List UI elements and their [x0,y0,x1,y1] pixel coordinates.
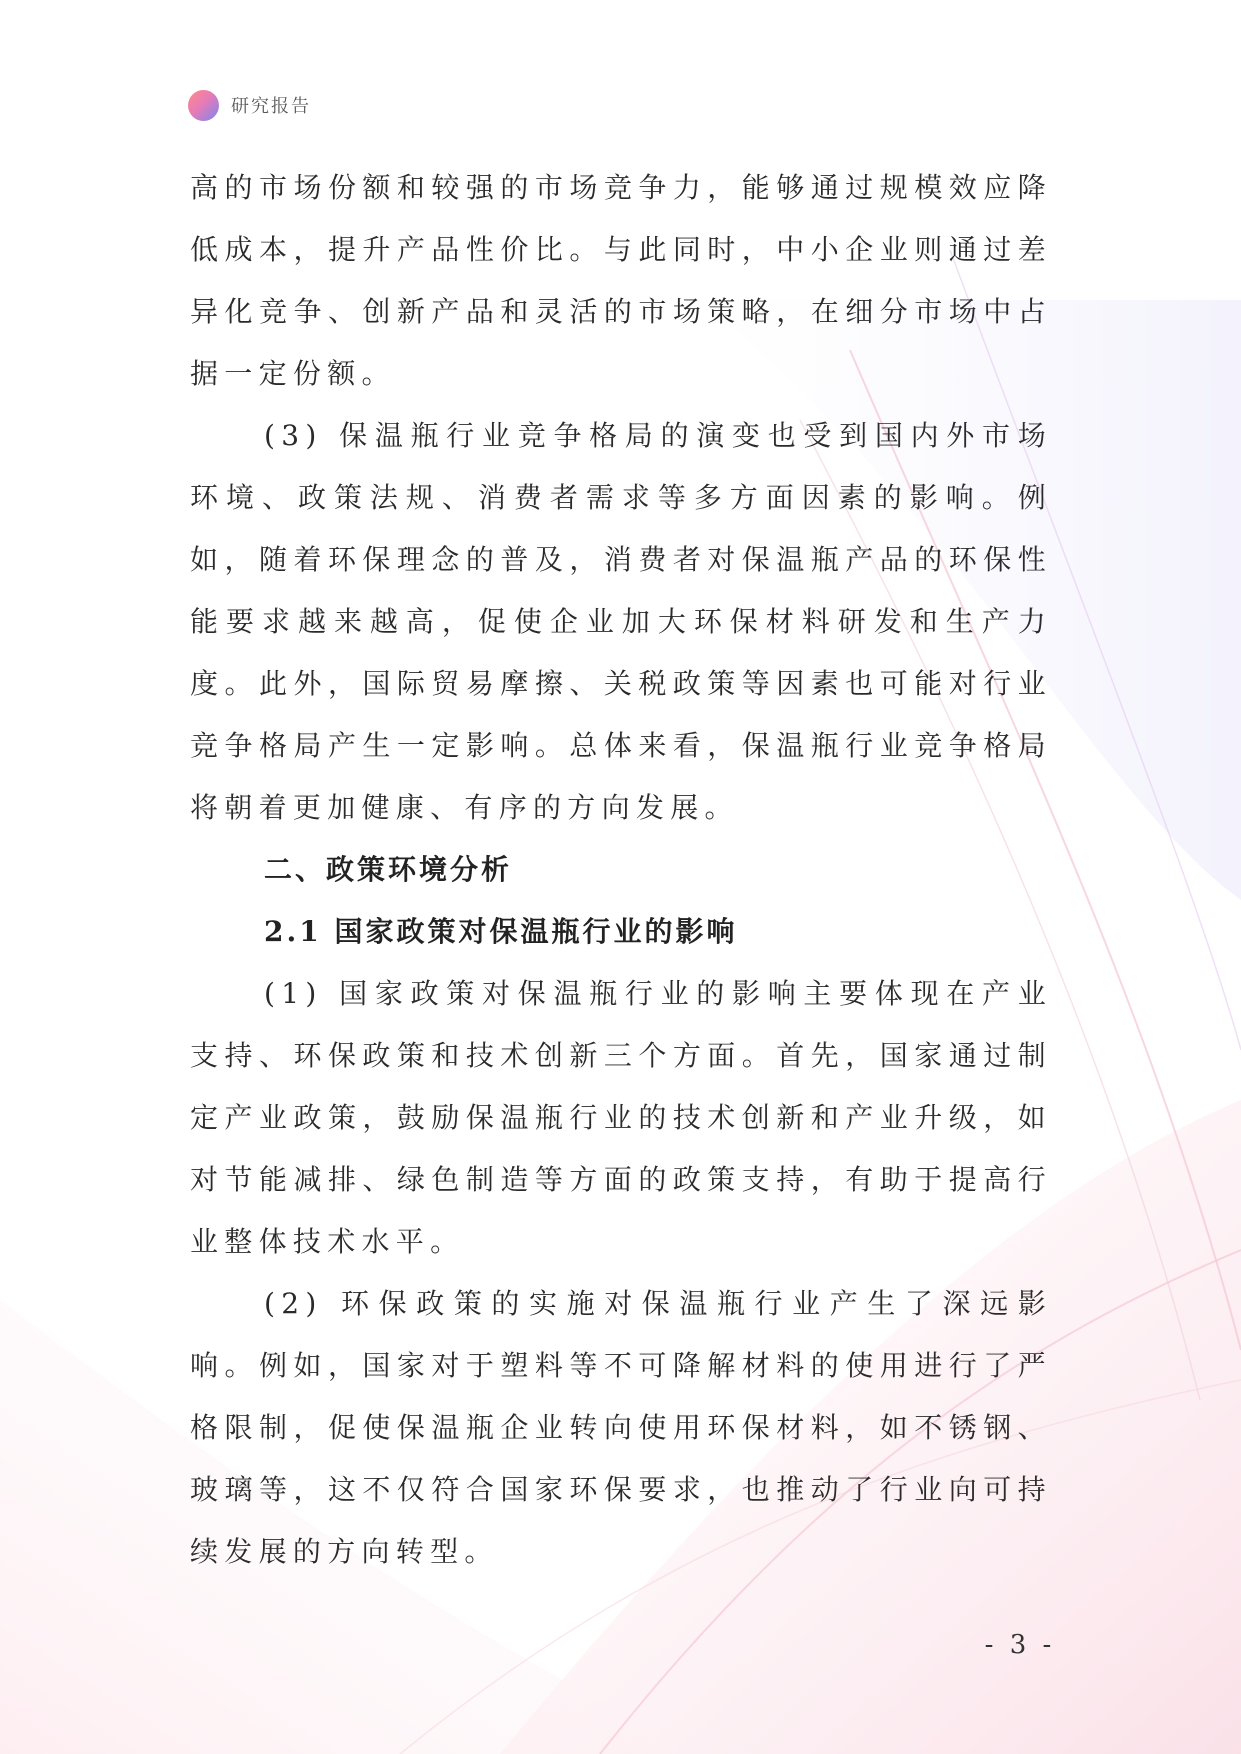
document-body [190,157,1052,1583]
page-number: - 3 - [984,1630,1056,1660]
paragraph-continuation: 高的市场份额和较强的市场竞争力，能够通过规模效应降低成本，提升产品性价比。与此同时，中小企业则通过差异化竞争、创新产品和灵活的市场策略，在细分市场中占据一定份额。 [190,171,1052,390]
section-heading: 二、政策环境分析 [264,853,513,886]
report-logo-icon [188,90,219,121]
header-title: 研究报告 [231,96,311,117]
paragraph-policy-2: (2) 环保政策的实施对保温瓶行业产生了深远影响。例如，国家对于塑料等不可降解材料的使用进行了严格限制，促使保温瓶企业转向使用环保材料，如不锈钢、玻璃等，这不仅符合国家环保要求，也推动了行业向可持续发展的方向转型。 [190,1287,1052,1568]
subsection-heading: 2.1 国家政策对保温瓶行业的影响 [264,915,738,948]
paragraph-policy-1: (1) 国家政策对保温瓶行业的影响主要体现在产业支持、环保政策和技术创新三个方面。首先，国家通过制定产业政策，鼓励保温瓶行业的技术创新和产业升级，如对节能减排、绿色制造等方面的政策支持，有助于提高行业整体技术水平。 [190,977,1052,1258]
paragraph-item-3: (3) 保温瓶行业竞争格局的演变也受到国内外市场环境、政策法规、消费者需求等多方面因素的影响。例如，随着环保理念的普及，消费者对保温瓶产品的环保性能要求越来越高，促使企业加大环保材料研发和生产力度。此外，国际贸易摩擦、关税政策等因素也可能对行业竞争格局产生一定影响。总体来看，保温瓶行业竞争格局将朝着更加健康、有序的方向发展。 [190,419,1052,824]
page-header [188,89,311,121]
